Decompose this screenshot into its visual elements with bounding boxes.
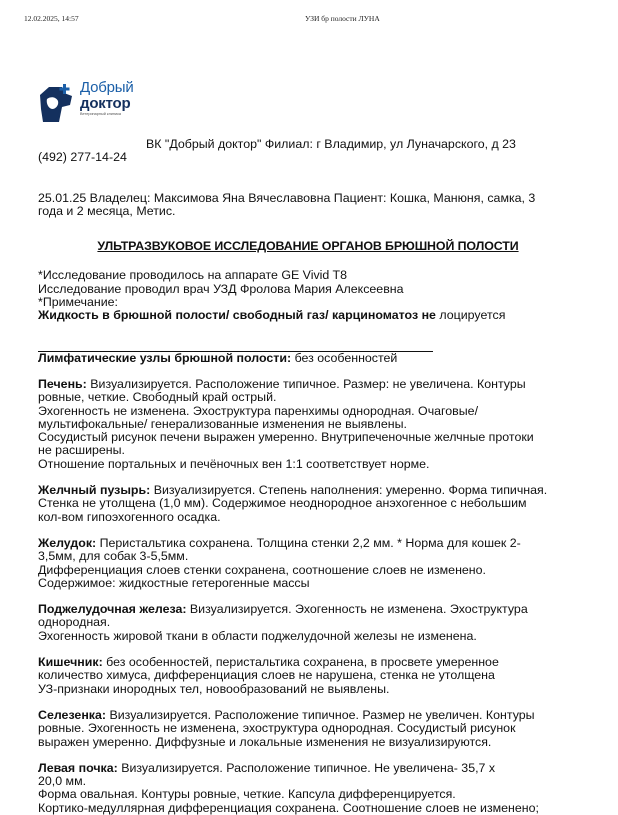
liver-text: Отношение портальных и печёночных вен 1:1 соответствует норме. (38, 456, 430, 471)
liver-label: Печень: (38, 376, 87, 391)
spleen-label: Селезенка: (38, 707, 107, 722)
liver-text: Эхогенность не изменена. Эхоструктура паренхимы однородная. Очаговые/ (38, 403, 479, 418)
stomach-text: 3,5мм, для собак 3-5,5мм. (38, 549, 189, 564)
stomach-text: Содержимое: жидкостные гетерогенные массы (38, 575, 310, 590)
stomach-text: Дифференциация слоев стенки сохранена, соотношение слоев не изменено. (38, 562, 486, 577)
fluid-text: лоцируется (435, 308, 506, 323)
left-kidney-label: Левая почка: (38, 760, 118, 775)
logo-word-1: Добрый (80, 79, 134, 96)
intestine-text: количество химуса, дифференциация слоев не нарушена, стенка не утолщена (38, 668, 495, 683)
print-datetime: 12.02.2025, 14:57 (24, 14, 79, 23)
liver-text: ровные, четкие. Свободный край острый. (38, 390, 277, 405)
stomach-label: Желудок: (38, 535, 97, 550)
pancreas-label: Поджелудочная железа: (38, 602, 187, 617)
fluid-label: Жидкость в брюшной полости/ свободный газ/ карциноматоз не (38, 308, 436, 323)
left-kidney-text: Визуализируется. Расположение типичное. Не увеличена- 35,7 х (117, 760, 496, 775)
report-title: УЛЬТРАЗВУКОВОЕ ИССЛЕДОВАНИЕ ОРГАНОВ БРЮШНОЙ ПОЛОСТИ (97, 239, 519, 254)
lymph-label: Лимфатические узлы брюшной полости: (38, 350, 292, 365)
spleen-text: Визуализируется. Расположение типичное. Размер не увеличен. Контуры (106, 707, 535, 722)
liver-text: Сосудистый рисунок печени выражен умеренно. Внутрипеченочные желчные протоки (38, 430, 534, 445)
report-body (38, 138, 578, 815)
liver-text: Визуализируется. Расположение типичное. Размер: не увеличена. Контуры (86, 376, 526, 391)
clinic-phone: (492) 277-14-24 (38, 150, 127, 165)
spleen-text: выражен умеренно. Диффузные и локальные изменения не визуализируются. (38, 734, 492, 749)
left-kidney-text: Кортико-медуллярная дифференциация сохранена. Соотношение слоев не изменено; (38, 800, 539, 815)
liver-text: не расширены. (38, 443, 125, 458)
print-doc-title: УЗИ бр полости ЛУНА (305, 14, 380, 23)
liver-section (38, 378, 578, 471)
pancreas-text: Визуализируется. Эхогенность не изменена. Эхоструктура (186, 602, 528, 617)
intestine-text: УЗ-признаки инородных тел, новообразований не выявлены. (38, 681, 390, 696)
spleen-section (38, 709, 578, 749)
intestine-section (38, 656, 578, 696)
visit-line-1: 25.01.25 Владелец: Максимова Яна Вячеславовна Пациент: Кошка, Манюня, самка, 3 (38, 190, 536, 205)
left-kidney-text: Форма овальная. Контуры ровные, четкие. Капсула дифференцируется. (38, 787, 456, 802)
clinic-info: ВК "Добрый доктор" Филиал: г Владимир, ул Луначарского, д 23 (146, 137, 516, 151)
pancreas-text: Эхогенность жировой ткани в области поджелудочной железы не изменена. (38, 628, 477, 643)
lymph-text: без особенностей (291, 350, 398, 365)
liver-text: мультифокальные/ генерализованные изменения не выявлены. (38, 416, 407, 431)
left-kidney-section (38, 762, 578, 815)
left-kidney-text: 20,0 мм. (38, 774, 87, 789)
logo-tagline: Ветеринарный клиника (80, 112, 121, 116)
visit-line-2: года и 2 месяца, Метис. (38, 203, 176, 218)
doctor-line: Исследование проводил врач УЗД Фролова Мария Алексеевна (38, 281, 404, 296)
dog-cross-logo-icon (38, 84, 74, 124)
stomach-section (38, 537, 578, 590)
fluid-line (38, 309, 578, 322)
gallbladder-section (38, 484, 578, 524)
gallbladder-text: Стенка не утолщена (1,0 мм). Содержимое неоднородное анэхогенное с небольшим (38, 496, 527, 511)
lymph-section (38, 352, 578, 365)
logo-word-2: доктор (80, 95, 131, 112)
pancreas-section (38, 603, 578, 643)
gallbladder-text: Визуализируется. Степень наполнения: умеренно. Форма типичная. (150, 483, 548, 498)
gallbladder-text: кол-вом гипоэхогенного осадка. (38, 509, 221, 524)
clinic-logo (38, 80, 158, 128)
intestine-label: Кишечник: (38, 655, 103, 670)
spleen-text: ровные. Эхогенность не изменена, эхоструктура однородная. Сосудистый рисунок (38, 721, 516, 736)
gallbladder-label: Желчный пузырь: (38, 483, 151, 498)
device-line: *Исследование проводилось на аппарате GE Vivid T8 (38, 268, 347, 283)
pancreas-text: однородная. (38, 615, 111, 630)
intestine-text: без особенностей, перистальтика сохранена, в просвете умеренное (102, 655, 499, 670)
stomach-text: Перистальтика сохранена. Толщина стенки 2,2 мм. * Норма для кошек 2- (96, 535, 521, 550)
note-label: *Примечание: (38, 295, 118, 310)
